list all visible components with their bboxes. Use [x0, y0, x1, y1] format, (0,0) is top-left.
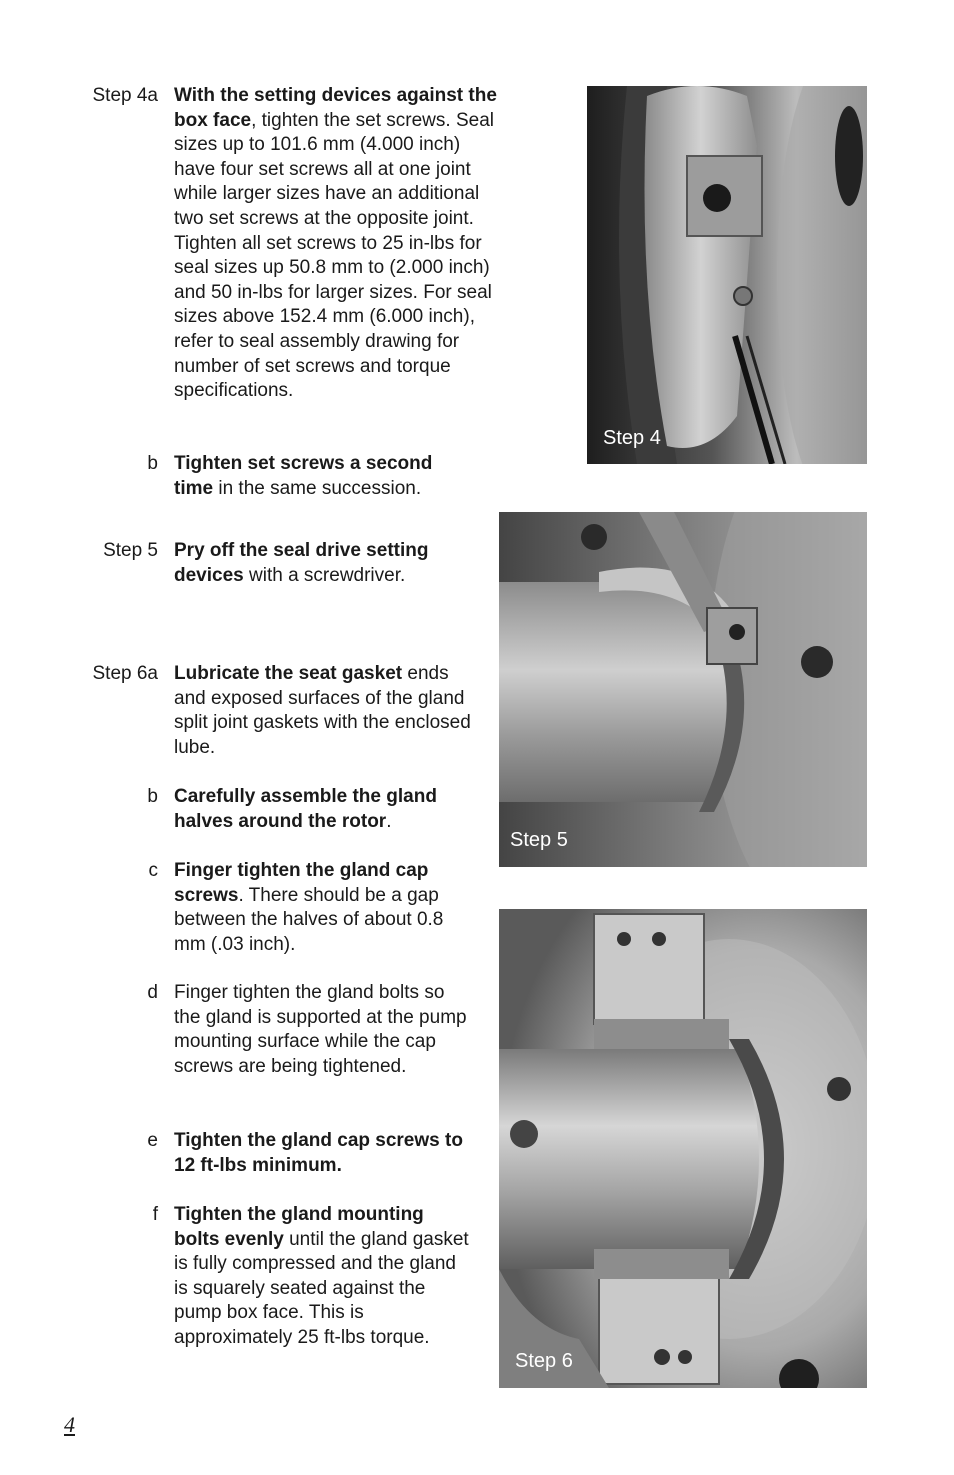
step-body-text: .: [386, 810, 392, 832]
step-bold-text: Tighten the gland cap screws to 12 ft-lbs minimum.: [174, 1130, 463, 1176]
step-text: [174, 981, 474, 1079]
step-bold-text: Pry off the seal drive setting devices: [174, 540, 429, 586]
step-label: e: [147, 1130, 158, 1151]
step-bold-text: With the setting devices against the box face: [174, 85, 497, 131]
step-label: c: [148, 860, 158, 881]
step-body-text: in the same succession.: [213, 477, 422, 499]
step-body-text: ends and exposed surfaces of the gland split joint gaskets with the enclosed lube.: [174, 663, 471, 758]
step-body-text: , tighten the set screws. Seal sizes up to 101.6 mm (4.000 inch) have four set screws all at one joint while larger sizes have an additional two set screws at the opposite joint. Tighten all set screws to 25 in-lbs for seal sizes up 50.8 mm to (2.000 inch) and 50 in-lbs for larger sizes. For seal sizes above 152.4 mm (6.000 inch), refer to seal assembly drawing for number of set screws and torque specifications.: [174, 109, 494, 402]
step-text: [174, 662, 474, 760]
step-text: [174, 84, 504, 404]
step-body-text: Finger tighten the gland bolts so the gland is supported at the pump mounting surface while the cap screws are being tightened.: [174, 982, 467, 1077]
photo-caption: Step 5: [510, 829, 568, 851]
step-bold-text: Carefully assemble the gland halves around the rotor: [174, 786, 437, 832]
step-text: [174, 859, 474, 957]
step-body-text: with a screwdriver.: [243, 564, 406, 586]
step-label: b: [147, 453, 158, 474]
step-6-photo: [499, 909, 867, 1388]
step-text: [174, 1203, 470, 1351]
step-label: d: [147, 982, 158, 1003]
step-body-text: . There should be a gap between the halves of about 0.8 mm (.03 inch).: [174, 884, 444, 955]
photo-caption: Step 4: [603, 427, 661, 449]
step-bold-text: Tighten set screws a second time: [174, 453, 433, 499]
step-label: b: [147, 786, 158, 807]
step-5-photo: [499, 512, 867, 867]
gland-assembly-illustration: [499, 909, 867, 1388]
step-label: Step 5: [103, 540, 158, 561]
step-label: Step 6a: [92, 663, 158, 684]
step-bold-text: Tighten the gland mounting bolts evenly: [174, 1204, 424, 1250]
photo-caption: Step 6: [515, 1350, 573, 1372]
step-text: [174, 785, 474, 834]
step-text: [174, 1129, 474, 1178]
step-text: [174, 539, 464, 588]
step-label: Step 4a: [92, 85, 158, 106]
step-text: [174, 452, 464, 501]
step-bold-text: Finger tighten the gland cap screws: [174, 860, 429, 906]
step-label: f: [152, 1204, 158, 1225]
seal-drive-removal-illustration: [499, 512, 867, 867]
step-bold-text: Lubricate the seat gasket: [174, 663, 403, 684]
step-4-photo: [587, 86, 867, 464]
seal-setting-device-illustration: [587, 86, 867, 464]
step-body-text: until the gland gasket is fully compressed and the gland is squarely seated against the pump box face. This is approximately 25 ft-lbs torque.: [174, 1228, 469, 1348]
page-number: 4: [64, 1412, 75, 1437]
